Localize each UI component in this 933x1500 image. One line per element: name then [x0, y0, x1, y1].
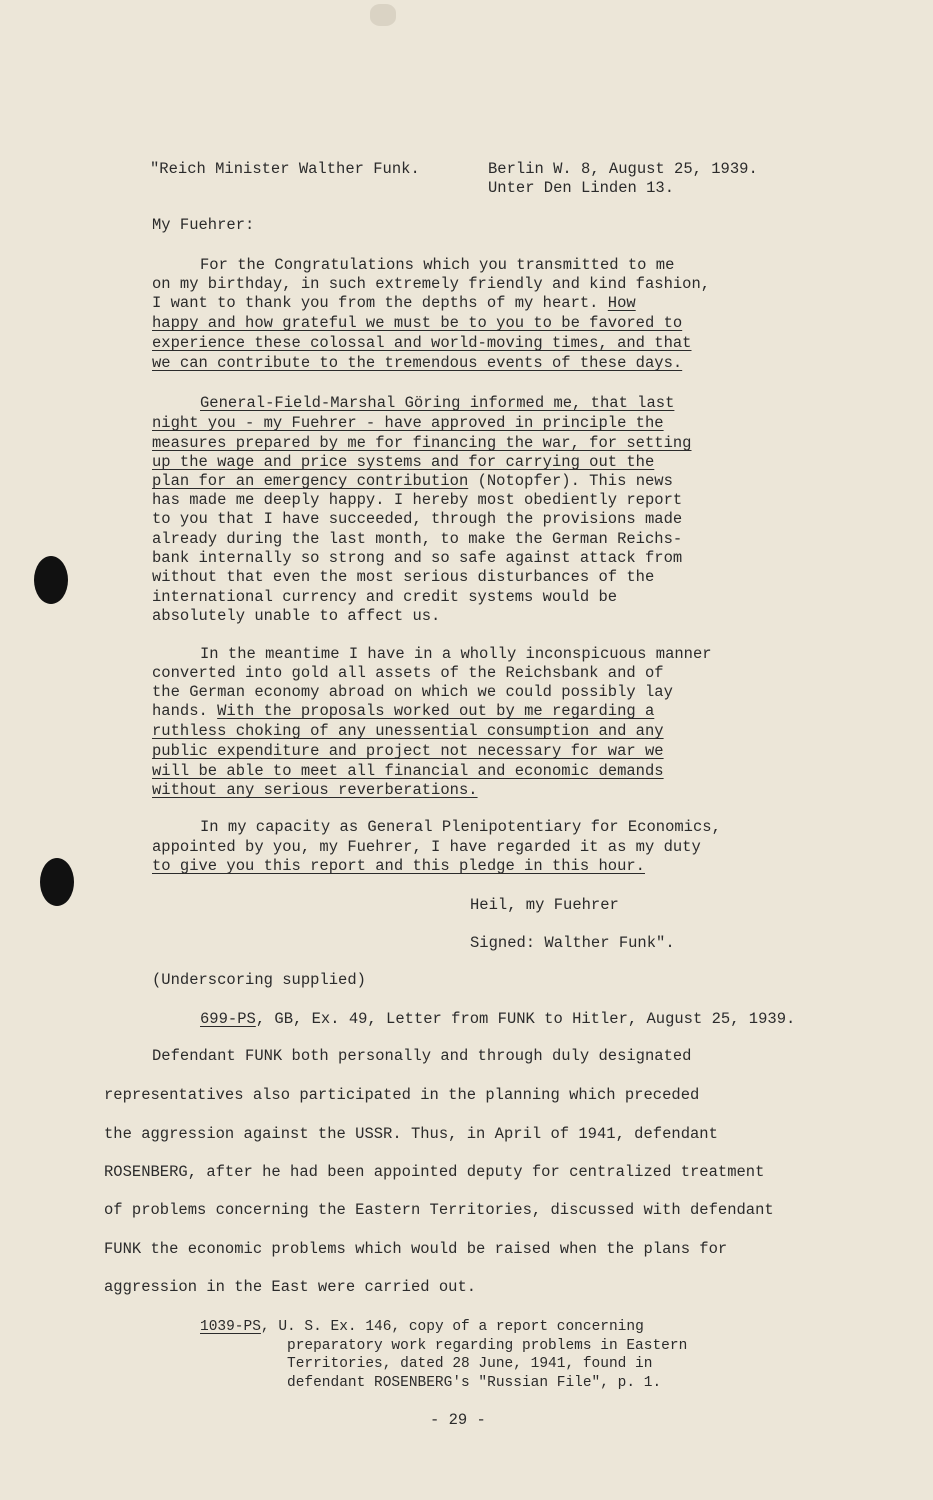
citation-699-ps: 699-PS, GB, Ex. 49, Letter from FUNK to Hitler, August 25, 1939.	[200, 1010, 796, 1028]
body-line: of problems concerning the Eastern Territories, discussed with defendant	[104, 1201, 774, 1219]
paragraph-1-line: experience these colossal and world-moving times, and that	[152, 334, 692, 352]
paragraph-4-line: In my capacity as General Plenipotentiary for Economics,	[200, 818, 721, 836]
citation-line: defendant ROSENBERG's "Russian File", p. 1.	[287, 1375, 662, 1391]
punch-hole-bottom	[40, 858, 74, 906]
paragraph-4-line: appointed by you, my Fuehrer, I have regarded it as my duty	[152, 838, 701, 856]
paragraph-2-line: General-Field-Marshal Göring informed me, that last	[200, 394, 675, 412]
letter-address: Unter Den Linden 13.	[488, 179, 675, 197]
paragraph-3-line: converted into gold all assets of the Reichsbank and of	[152, 664, 664, 682]
underscoring-note: (Underscoring supplied)	[152, 971, 366, 989]
paragraph-3-line: ruthless choking of any unessential consumption and any	[152, 722, 664, 740]
punch-hole-top	[34, 556, 68, 604]
paragraph-4-line: to give you this report and this pledge in this hour.	[152, 857, 645, 875]
letter-place-date: Berlin W. 8, August 25, 1939.	[488, 160, 758, 178]
paragraph-2-line: night you - my Fuehrer - have approved in principle the	[152, 414, 664, 432]
citation-ref: 1039-PS	[200, 1319, 261, 1335]
paper-stain	[370, 4, 396, 26]
body-line: the aggression against the USSR. Thus, in April of 1941, defendant	[104, 1125, 718, 1143]
paragraph-2-line: already during the last month, to make the German Reichs-	[152, 530, 683, 548]
citation-1039-ps: 1039-PS, U. S. Ex. 146, copy of a report concerning	[200, 1319, 644, 1335]
body-line: representatives also participated in the planning which preceded	[104, 1086, 700, 1104]
paragraph-1-line: I want to thank you from the depths of my heart. How	[152, 294, 636, 312]
paragraph-2-line: measures prepared by me for financing the war, for setting	[152, 434, 692, 452]
citation-line: Territories, dated 28 June, 1941, found in	[287, 1356, 653, 1372]
paragraph-2-line: up the wage and price systems and for carrying out the	[152, 453, 655, 471]
paragraph-1-line: on my birthday, in such extremely friendly and kind fashion,	[152, 275, 711, 293]
body-line: aggression in the East were carried out.	[104, 1278, 477, 1296]
paragraph-3-line: will be able to meet all financial and economic demands	[152, 762, 664, 780]
paragraph-3-line: In the meantime I have in a wholly inconspicuous manner	[200, 645, 712, 663]
paragraph-2-line: to you that I have succeeded, through the provisions made	[152, 510, 683, 528]
citation-line: preparatory work regarding problems in Eastern	[287, 1338, 688, 1354]
paragraph-2-line: has made me deeply happy. I hereby most obediently report	[152, 491, 683, 509]
paragraph-1-line: happy and how grateful we must be to you to be favored to	[152, 314, 683, 332]
paragraph-1-line: we can contribute to the tremendous events of these days.	[152, 354, 683, 372]
letter-signature: Signed: Walther Funk".	[470, 934, 675, 952]
page-number: - 29 -	[430, 1411, 486, 1429]
paragraph-3-line: public expenditure and project not necessary for war we	[152, 742, 664, 760]
paragraph-2-line: without that even the most serious disturbances of the	[152, 568, 655, 586]
paragraph-2-line: bank internally so strong and so safe against attack from	[152, 549, 683, 567]
body-line: FUNK the economic problems which would be raised when the plans for	[104, 1240, 728, 1258]
letter-sender: "Reich Minister Walther Funk.	[150, 160, 420, 178]
body-line: ROSENBERG, after he had been appointed deputy for centralized treatment	[104, 1163, 765, 1181]
paragraph-3-line: hands. With the proposals worked out by me regarding a	[152, 702, 655, 720]
letter-closing: Heil, my Fuehrer	[470, 896, 619, 914]
paragraph-2-line: absolutely unable to affect us.	[152, 607, 441, 625]
citation-ref: 699-PS	[200, 1010, 256, 1028]
paragraph-1-line: For the Congratulations which you transmitted to me	[200, 256, 675, 274]
paragraph-3-line: without any serious reverberations.	[152, 781, 478, 799]
paragraph-2-line: international currency and credit systems would be	[152, 588, 618, 606]
letter-salutation: My Fuehrer:	[152, 216, 255, 234]
paragraph-3-line: the German economy abroad on which we could possibly lay	[152, 683, 673, 701]
body-line: Defendant FUNK both personally and through duly designated	[152, 1047, 692, 1065]
paragraph-2-line: plan for an emergency contribution (Notopfer). This news	[152, 472, 673, 490]
